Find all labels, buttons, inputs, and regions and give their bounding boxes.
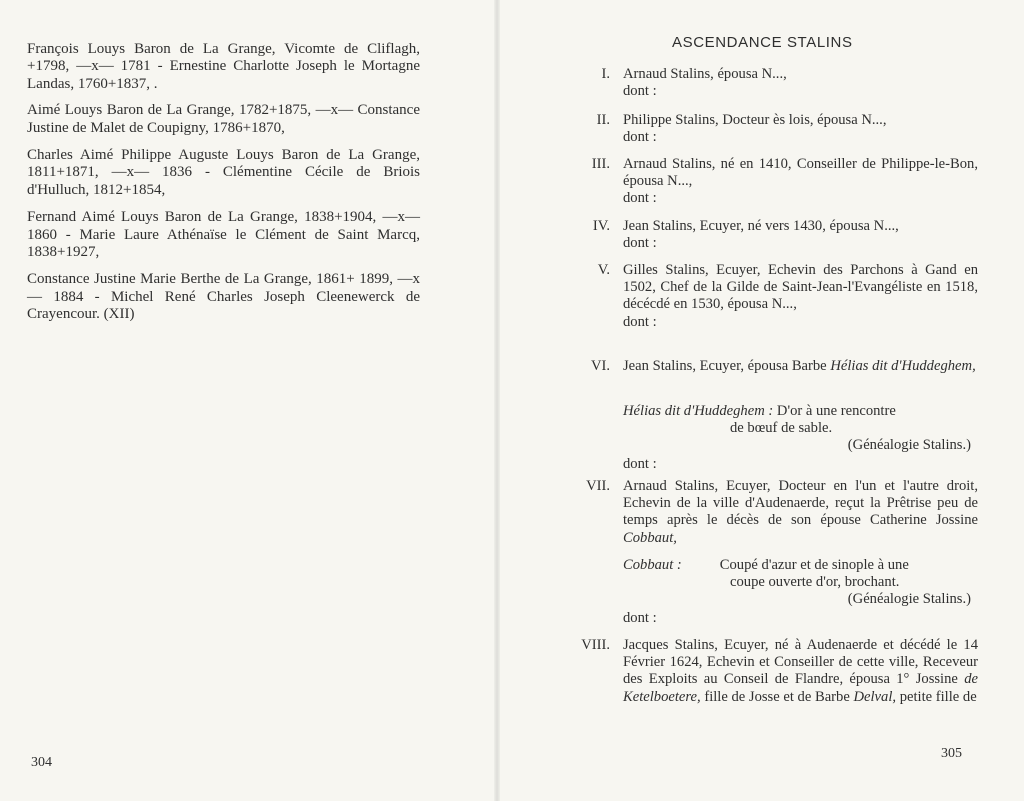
entry-text: Arnaud Stalins, né en 1410, Conseiller de Philippe-le-Bon, épousa N..., xyxy=(623,156,978,190)
genealogy-paragraph: Constance Justine Marie Berthe de La Grange, 1861+ 1899, —x— 1884 - Michel René Charles Joseph Cleenewerck de Crayencour. (XII) xyxy=(27,271,420,323)
page-title: ASCENDANCE STALINS xyxy=(672,34,853,51)
entry-text-italic: de Ketelboetere, xyxy=(623,671,978,705)
entry-text-roman: fille de Josse et de Barbe xyxy=(704,688,850,705)
right-page xyxy=(500,0,1024,801)
arms-first-line xyxy=(623,557,975,574)
dont-label: dont : xyxy=(623,129,657,146)
genealogy-paragraph: Aimé Louys Baron de La Grange, 1782+1875, —x— Constance Justine de Malet de Coupigny, 1786+1870, xyxy=(27,102,420,136)
entry-text-italic: Cobbaut, xyxy=(623,529,677,546)
dont-label: dont : xyxy=(623,235,657,252)
entry-text: Jean Stalins, Ecuyer, né vers 1430, épousa N..., xyxy=(623,218,899,234)
arms-source: (Généalogie Stalins.) xyxy=(847,591,971,608)
left-page-content xyxy=(27,41,420,334)
entry-text: Philippe Stalins, Docteur ès lois, épousa N..., xyxy=(623,112,887,128)
arms-blazon-line: Coupé d'azur et de sinople à une xyxy=(719,557,909,573)
ascendance-entry xyxy=(558,218,978,252)
arms-source: (Généalogie Stalins.) xyxy=(847,437,971,454)
ascendance-entry xyxy=(558,156,978,208)
generation-number: VIII. xyxy=(581,637,610,653)
generation-number: IV. xyxy=(592,218,610,234)
arms-blazon-line: coupe ouverte d'or, brochant. xyxy=(730,574,900,591)
entry-text-italic: Hélias dit d'Huddeghem, xyxy=(830,358,976,374)
dont-label: dont : xyxy=(623,455,657,472)
generation-number: VI. xyxy=(590,358,610,374)
entry-text-roman: Jacques Stalins, Ecuyer, né à Audenaerde et décédé le 14 Février 1624, Echevin et Conseiller de cette ville, Receveur des Exploits au Conseil de Flandre, épousa 1° Jossine xyxy=(623,637,978,688)
entry-text xyxy=(623,358,978,375)
generation-number: I. xyxy=(601,66,610,82)
coat-of-arms-block xyxy=(623,403,975,473)
coat-of-arms-block xyxy=(623,557,975,627)
arms-name: Cobbaut : xyxy=(623,557,682,573)
generation-number: V. xyxy=(597,262,610,278)
arms-blazon-line: D'or à une rencontre xyxy=(776,403,896,419)
ascendance-entry xyxy=(558,637,978,706)
dont-label: dont : xyxy=(623,313,657,330)
ascendance-entry xyxy=(558,358,978,375)
genealogy-paragraph: François Louys Baron de La Grange, Vicomte de Cliflagh, +1798, —x— 1781 - Ernestine Charlotte Joseph le Mortagne Landas, 1760+1837, . xyxy=(27,41,420,92)
entry-text xyxy=(623,637,978,706)
entry-text-roman: petite fille de xyxy=(899,688,977,705)
arms-first-line xyxy=(623,403,975,420)
genealogy-paragraph: Fernand Aimé Louys Baron de La Grange, 1838+1904, —x— 1860 - Marie Laure Athénaïse le Clément de Saint Marcq, 1838+1927, xyxy=(27,209,420,261)
ascendance-entry xyxy=(558,112,978,146)
entry-text-italic: Delval, xyxy=(853,688,897,705)
dont-label: dont : xyxy=(623,609,657,626)
left-page xyxy=(0,0,494,801)
generation-number: VII. xyxy=(586,478,610,494)
entry-text-roman: Arnaud Stalins, Ecuyer, Docteur en l'un et l'autre droit, Echevin de la ville d'Audenaerde, reçut la Prêtrise peu de temps après le décès de son épouse Catherine Jossine xyxy=(623,478,978,529)
ascendance-entry xyxy=(558,478,978,547)
entry-text xyxy=(623,478,978,547)
ascendance-entry xyxy=(558,262,978,331)
page-number: 305 xyxy=(941,746,962,761)
entry-text-roman: Jean Stalins, Ecuyer, épousa Barbe xyxy=(623,358,827,374)
generation-number: III. xyxy=(591,156,610,172)
entry-text: Arnaud Stalins, épousa N..., xyxy=(623,66,787,82)
genealogy-paragraph: Charles Aimé Philippe Auguste Louys Baron de La Grange, 1811+1871, —x— 1836 - Clémentine Cécile de Briois d'Hulluch, 1812+1854, xyxy=(27,147,420,198)
arms-name: Hélias dit d'Huddeghem : xyxy=(623,403,774,419)
dont-label: dont : xyxy=(623,190,657,207)
generation-number: II. xyxy=(596,112,610,128)
entry-text: Gilles Stalins, Ecuyer, Echevin des Parchons à Gand en 1502, Chef de la Gilde de Saint-Jean-l'Evangéliste en 1518, décécdé en 1530, épousa N..., xyxy=(623,262,978,313)
dont-label: dont : xyxy=(623,83,657,100)
arms-blazon-line: de bœuf de sable. xyxy=(730,420,833,437)
ascendance-entry xyxy=(558,66,978,100)
page-number: 304 xyxy=(31,755,52,770)
